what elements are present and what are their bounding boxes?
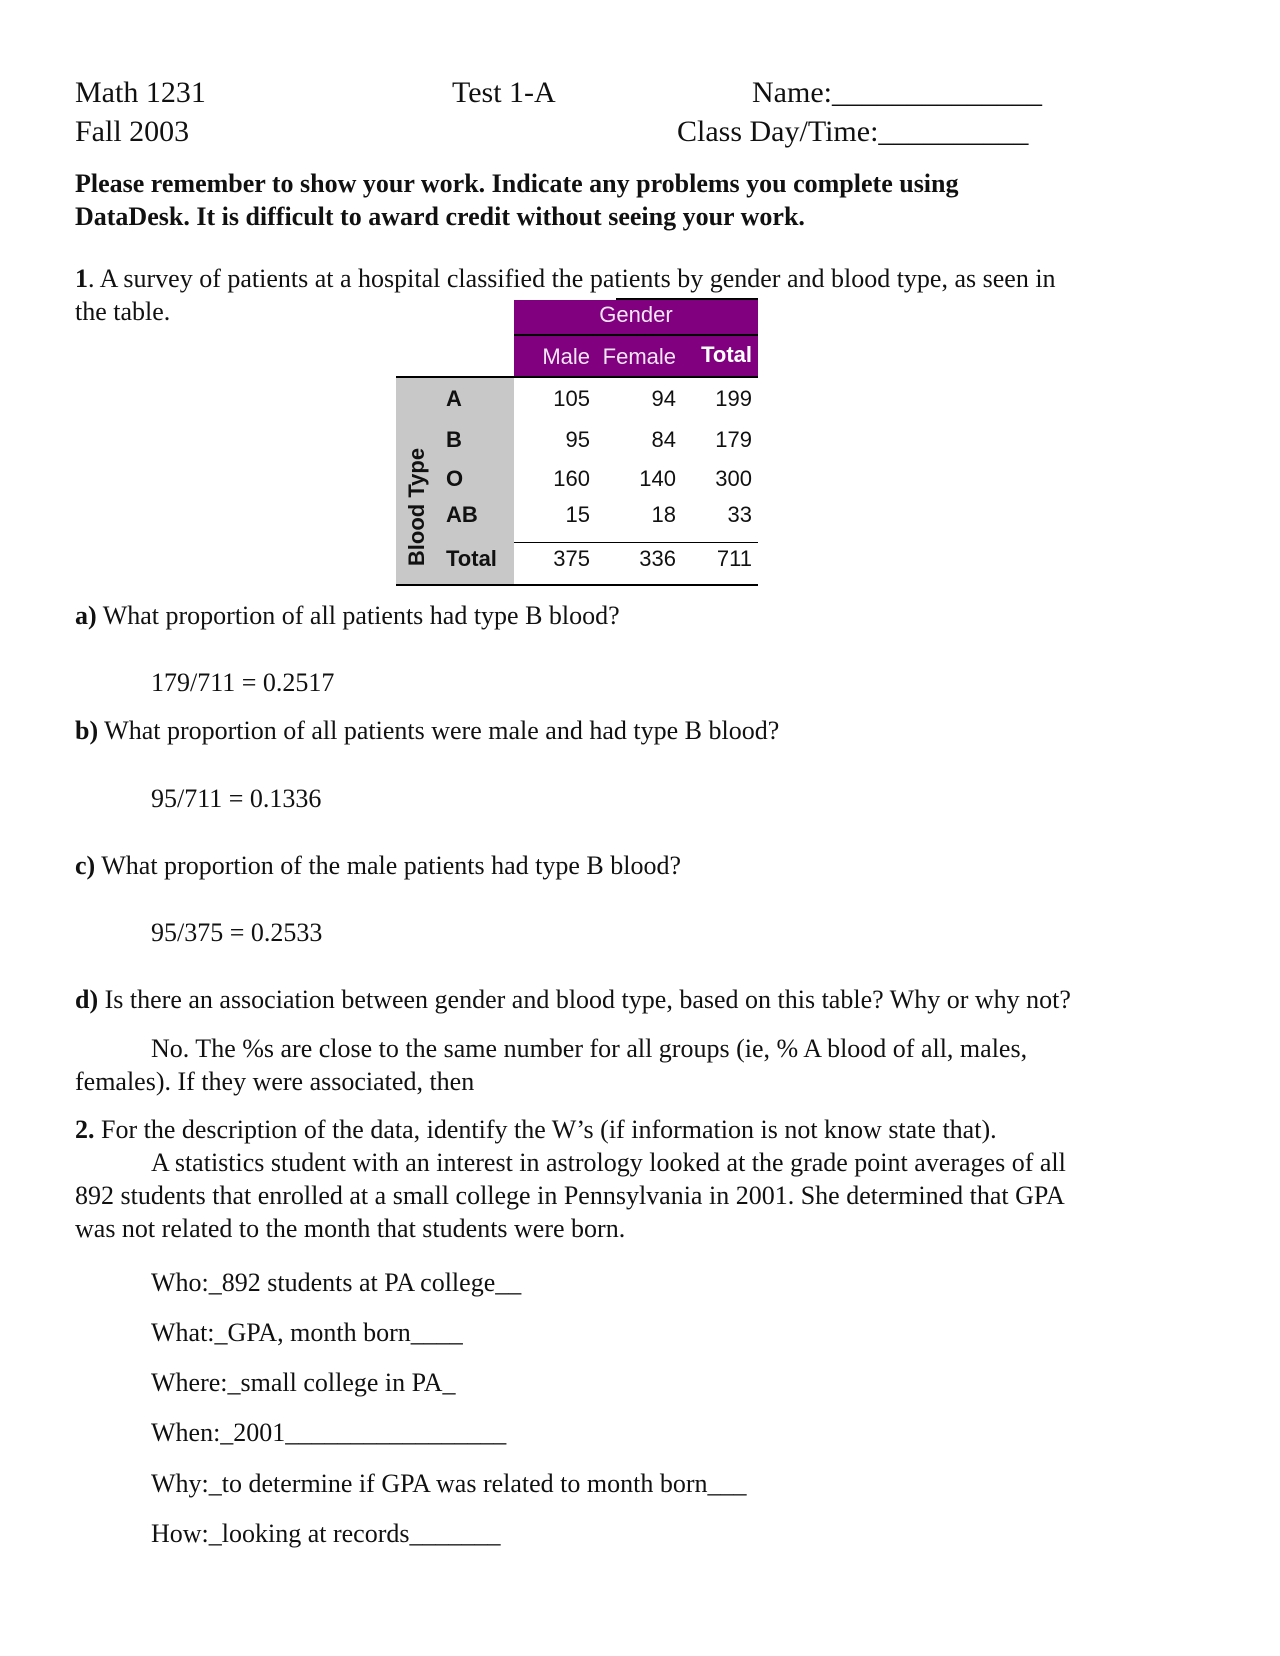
table-cell: 105 — [553, 386, 590, 411]
q1d-text: Is there an association between gender and blood type, based on this table? Why or why not? — [98, 985, 1071, 1014]
table-cell: 84 — [651, 427, 676, 452]
table-cell-total: 711 — [716, 546, 752, 571]
q1a-answer: 179/711 = 0.2517 — [151, 668, 335, 697]
w-where: Where:_small college in PA_ — [151, 1368, 456, 1397]
header-rule — [396, 376, 758, 378]
q1c-answer: 95/375 = 0.2533 — [151, 918, 323, 947]
q2-scenario-line-1: A statistics student with an interest in astrology looked at the grade point averages of all — [151, 1148, 1066, 1177]
w-who: Who:_892 students at PA college__ — [151, 1268, 522, 1297]
table-cell-total: 336 — [639, 546, 676, 571]
col-header-female: Female — [602, 344, 676, 369]
name-field[interactable]: Name:______________ — [752, 76, 1042, 109]
instructions-line-2: DataDesk. It is difficult to award credit without seeing your work. — [75, 202, 805, 231]
table-cell: 160 — [553, 466, 590, 491]
q2-number: 2. — [75, 1115, 95, 1144]
q1d-answer-line-2: females). If they were associated, then — [75, 1067, 475, 1096]
q1b-text: What proportion of all patients were male and had type B blood? — [98, 716, 780, 745]
q1d-answer-line-1: No. The %s are close to the same number for all groups (ie, % A blood of all, males, — [151, 1034, 1028, 1063]
instructions-line-1: Please remember to show your work. Indicate any problems you complete using — [75, 169, 959, 198]
q1b-label: b) — [75, 716, 99, 745]
q2-scenario-line-3: was not related to the month that students were born. — [75, 1214, 626, 1243]
col-header-male: Male — [542, 344, 590, 369]
q1b-question — [75, 716, 779, 746]
table-cell: 140 — [639, 466, 676, 491]
w-what: What:_GPA, month born____ — [151, 1318, 463, 1347]
table-cell: 95 — [565, 427, 590, 452]
q1a-text: What proportion of all patients had type B blood? — [96, 601, 620, 630]
w-when: When:_2001_________________ — [151, 1418, 507, 1447]
q1-number: 1 — [75, 264, 88, 293]
row-label: A — [446, 386, 462, 411]
q1d-question — [75, 985, 1071, 1015]
q1b-answer: 95/711 = 0.1336 — [151, 784, 322, 813]
table-cell-total: 375 — [553, 546, 590, 571]
q1d-label: d) — [75, 985, 99, 1014]
q1-intro-line-2: the table. — [75, 297, 171, 326]
table-cell: 33 — [727, 502, 752, 527]
table-cell: 94 — [651, 386, 676, 411]
col-header-total: Total — [701, 342, 752, 367]
w-why: Why:_to determine if GPA was related to month born___ — [151, 1469, 747, 1498]
q1a-label: a) — [75, 601, 97, 630]
w-how: How:_looking at records_______ — [151, 1519, 501, 1548]
test-title: Test 1-A — [452, 76, 556, 109]
row-label-total: Total — [446, 546, 497, 571]
total-rule — [514, 542, 758, 543]
contingency-table — [396, 300, 758, 586]
q1-intro-text: . A survey of patients at a hospital classified the patients by gender and blood type, as seen in — [88, 264, 1056, 293]
q1-intro-line-1 — [75, 264, 1056, 294]
table-cell: 199 — [715, 386, 752, 411]
semester: Fall 2003 — [75, 115, 190, 148]
q1c-label: c) — [75, 851, 96, 880]
q1a-question — [75, 601, 620, 631]
class-daytime-field[interactable]: Class Day/Time:__________ — [677, 115, 1029, 148]
table-cell: 179 — [715, 427, 752, 452]
q2-prompt — [75, 1115, 997, 1145]
table-cell: 15 — [565, 502, 590, 527]
table-cell: 18 — [651, 502, 676, 527]
row-label: B — [446, 427, 462, 452]
row-label: O — [446, 466, 464, 491]
gender-underline — [514, 334, 758, 336]
row-label: AB — [446, 502, 478, 527]
table-cell: 300 — [715, 466, 752, 491]
gender-top-rule — [616, 298, 758, 300]
q2-prompt-text: For the description of the data, identify the W’s (if information is not know state that). — [94, 1115, 997, 1144]
row-group-label: Blood Type — [404, 447, 429, 567]
column-group-label: Gender — [599, 302, 673, 327]
q1c-text: What proportion of the male patients had type B blood? — [95, 851, 682, 880]
course-title: Math 1231 — [75, 76, 206, 109]
q1c-question — [75, 851, 681, 881]
q2-scenario-line-2: 892 students that enrolled at a small college in Pennsylvania in 2001. She determined that GPA — [75, 1181, 1065, 1210]
bottom-rule — [396, 584, 758, 586]
